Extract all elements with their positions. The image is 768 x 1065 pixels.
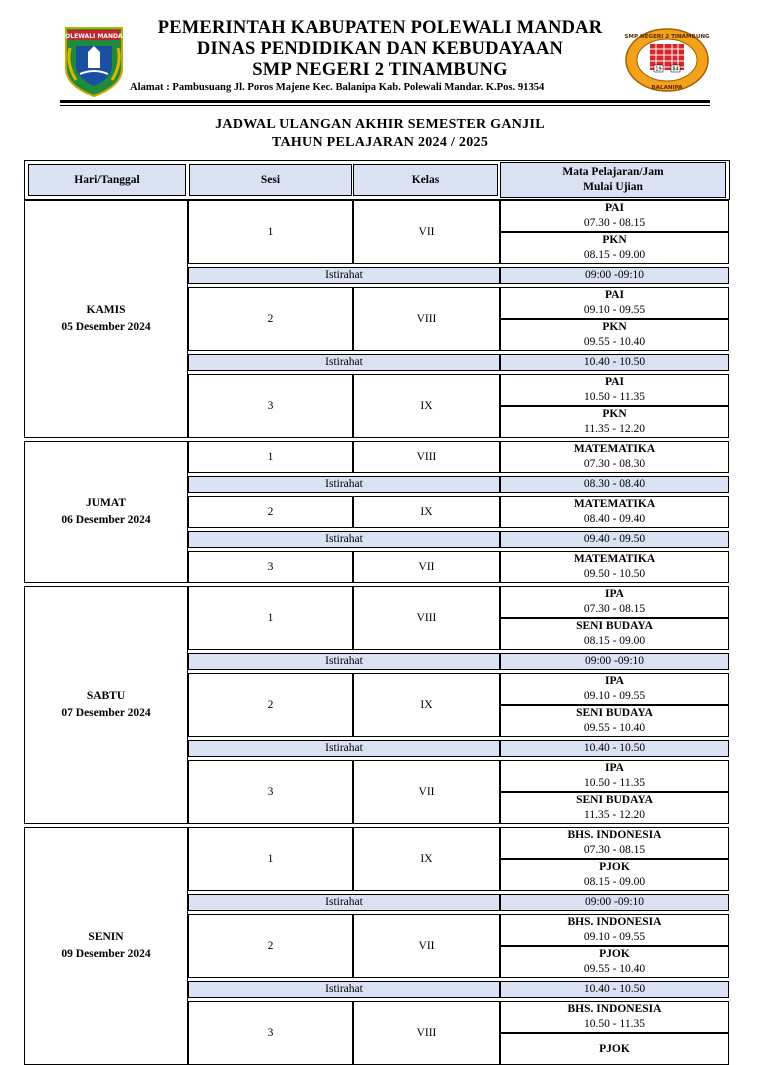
break-label: Istirahat [188,476,500,493]
break-time: 09.40 - 09.50 [500,531,729,548]
subject-name: IPA [605,588,624,600]
subject-cell [500,914,729,946]
break-label: Istirahat [188,354,500,371]
break-time: 09:00 -09:10 [500,267,729,284]
subject-cell [500,859,729,891]
session-number: 1 [188,200,353,264]
letterhead-rule-thin [60,105,710,106]
subject-name: PKN [602,234,627,246]
break-time: 10.40 - 10.50 [500,354,729,371]
subject-cell [500,287,729,319]
subject-name: SENI BUDAYA [576,620,653,632]
header-session: Sesi [189,164,352,196]
subject-name: BHS. INDONESIA [567,829,662,841]
break-label: Istirahat [188,981,500,998]
break-label: Istirahat [188,740,500,757]
document-title [120,116,640,152]
government-name: PEMERINTAH KABUPATEN POLEWALI MANDAR [157,18,603,38]
subject-time: 09.55 - 10.40 [583,336,646,348]
logo-right-text: SMP NEGERI 2 TINAMBUNG [624,34,710,40]
break-time: 10.40 - 10.50 [500,981,729,998]
session-number: 1 [188,586,353,650]
session-number: 1 [188,827,353,891]
subject-cell [500,827,729,859]
subject-name: PAI [605,289,624,301]
day-name: SABTU [86,690,126,702]
subject-cell [500,200,729,232]
subject-name: PJOK [599,948,630,960]
subject-time: 08.15 - 09.00 [583,876,646,888]
day-cell [24,200,188,438]
subject-time: 09.10 - 09.55 [583,304,646,316]
subject-name: IPA [605,675,624,687]
break-time: 10.40 - 10.50 [500,740,729,757]
subject-name: IPA [605,762,624,774]
day-name: KAMIS [86,304,126,316]
subject-time: 07.30 - 08.15 [583,844,646,856]
subject-name: BHS. INDONESIA [567,1003,662,1015]
day-date: 09 Desember 2024 [61,948,151,960]
session-number: 3 [188,1001,353,1065]
subject-name: PKN [602,321,627,333]
subject-cell [500,705,729,737]
header-subject-line-2: Mulai Ujian [583,181,643,193]
class-name: IX [353,827,500,891]
letterhead-rule-thick [60,100,710,103]
letterhead-text [120,18,640,81]
break-time: 09:00 -09:10 [500,653,729,670]
subject-name: MATEMATIKA [573,553,656,565]
subject-cell [500,618,729,650]
schedule-table [24,160,730,1055]
day-date: 05 Desember 2024 [61,321,151,333]
subject-cell [500,1001,729,1033]
subject-cell [500,551,729,583]
subject-name: MATEMATIKA [573,443,656,455]
subject-time: 09.55 - 10.40 [583,963,646,975]
day-date: 06 Desember 2024 [61,514,151,526]
class-name: VII [353,760,500,824]
session-number: 3 [188,374,353,438]
subject-time: 08.40 - 09.40 [583,513,646,525]
title-line-2: TAHUN PELAJARAN 2024 / 2025 [271,135,489,150]
subject-time: 08.15 - 09.00 [583,249,646,261]
subject-name: PAI [605,376,624,388]
subject-name: PJOK [599,861,630,873]
subject-cell [500,792,729,824]
school-name: SMP NEGERI 2 TINAMBUNG [252,60,508,80]
class-name: VII [353,914,500,978]
subject-time: 10.50 - 11.35 [584,1018,645,1030]
logo-left-text: POLEWALI MANDAR [60,33,128,40]
subject-time: 09.55 - 10.40 [583,722,646,734]
logo-year-a: 19 [655,66,662,73]
session-number: 2 [188,914,353,978]
break-time: 09:00 -09:10 [500,894,729,911]
subject-name: SENI BUDAYA [576,794,653,806]
subject-time: 07.30 - 08.15 [583,603,646,615]
logo-right-bottom-text: BALANIPA [651,85,683,91]
class-name: IX [353,496,500,528]
subject-time: 10.50 - 11.35 [584,391,645,403]
class-name: VII [353,551,500,583]
subject-cell [500,586,729,618]
subject-name: PKN [602,408,627,420]
session-number: 3 [188,551,353,583]
day-name: SENIN [88,931,124,943]
break-label: Istirahat [188,531,500,548]
subject-time: 09.10 - 09.55 [583,690,646,702]
subject-time: 11.35 - 12.20 [584,809,645,821]
subject-time: 07.30 - 08.15 [583,217,646,229]
header-day: Hari/Tanggal [28,164,186,196]
class-name: VIII [353,1001,500,1065]
session-number: 2 [188,496,353,528]
subject-name: MATEMATIKA [573,498,656,510]
break-label: Istirahat [188,267,500,284]
subject-cell [500,1033,729,1065]
subject-cell [500,673,729,705]
class-name: IX [353,673,500,737]
subject-cell [500,760,729,792]
department-name: DINAS PENDIDIKAN DAN KEBUDAYAAN [196,39,564,59]
header-subject-line-1: Mata Pelajaran/Jam [562,166,664,178]
subject-cell [500,232,729,264]
class-name: VIII [353,586,500,650]
break-label: Istirahat [188,653,500,670]
header-subject [500,162,726,198]
school-address: Alamat : Pambusuang Jl. Poros Majene Kec. Balanipa Kab. Polewali Mandar. K.Pos. 91354 [130,82,545,93]
day-cell [24,827,188,1065]
subject-time: 11.35 - 12.20 [584,423,645,435]
session-number: 1 [188,441,353,473]
subject-time: 10.50 - 11.35 [584,777,645,789]
day-cell [24,441,188,583]
break-time: 08.30 - 08.40 [500,476,729,493]
class-name: VII [353,200,500,264]
subject-time: 07.30 - 08.30 [583,458,646,470]
subject-cell [500,374,729,406]
break-label: Istirahat [188,894,500,911]
header-class: Kelas [353,164,498,196]
subject-cell [500,946,729,978]
subject-name: SENI BUDAYA [576,707,653,719]
subject-time: 09.10 - 09.55 [583,931,646,943]
class-name: IX [353,374,500,438]
subject-time: 09.50 - 10.50 [583,568,646,580]
session-number: 2 [188,287,353,351]
subject-cell [500,441,729,473]
day-name: JUMAT [85,497,127,509]
subject-cell [500,319,729,351]
session-number: 3 [188,760,353,824]
letterhead [0,0,768,110]
logo-year-b: 84 [672,66,679,73]
session-number: 2 [188,673,353,737]
subject-cell [500,406,729,438]
subject-name: BHS. INDONESIA [567,916,662,928]
title-line-1: JADWAL ULANGAN AKHIR SEMESTER GANJIL [215,117,545,132]
class-name: VIII [353,441,500,473]
subject-name: PJOK [599,1042,630,1055]
subject-cell [500,496,729,528]
day-cell [24,586,188,824]
subject-time: 08.15 - 09.00 [583,635,646,647]
subject-name: PAI [605,202,624,214]
polewali-mandar-logo [62,24,126,98]
day-date: 07 Desember 2024 [61,707,151,719]
class-name: VIII [353,287,500,351]
